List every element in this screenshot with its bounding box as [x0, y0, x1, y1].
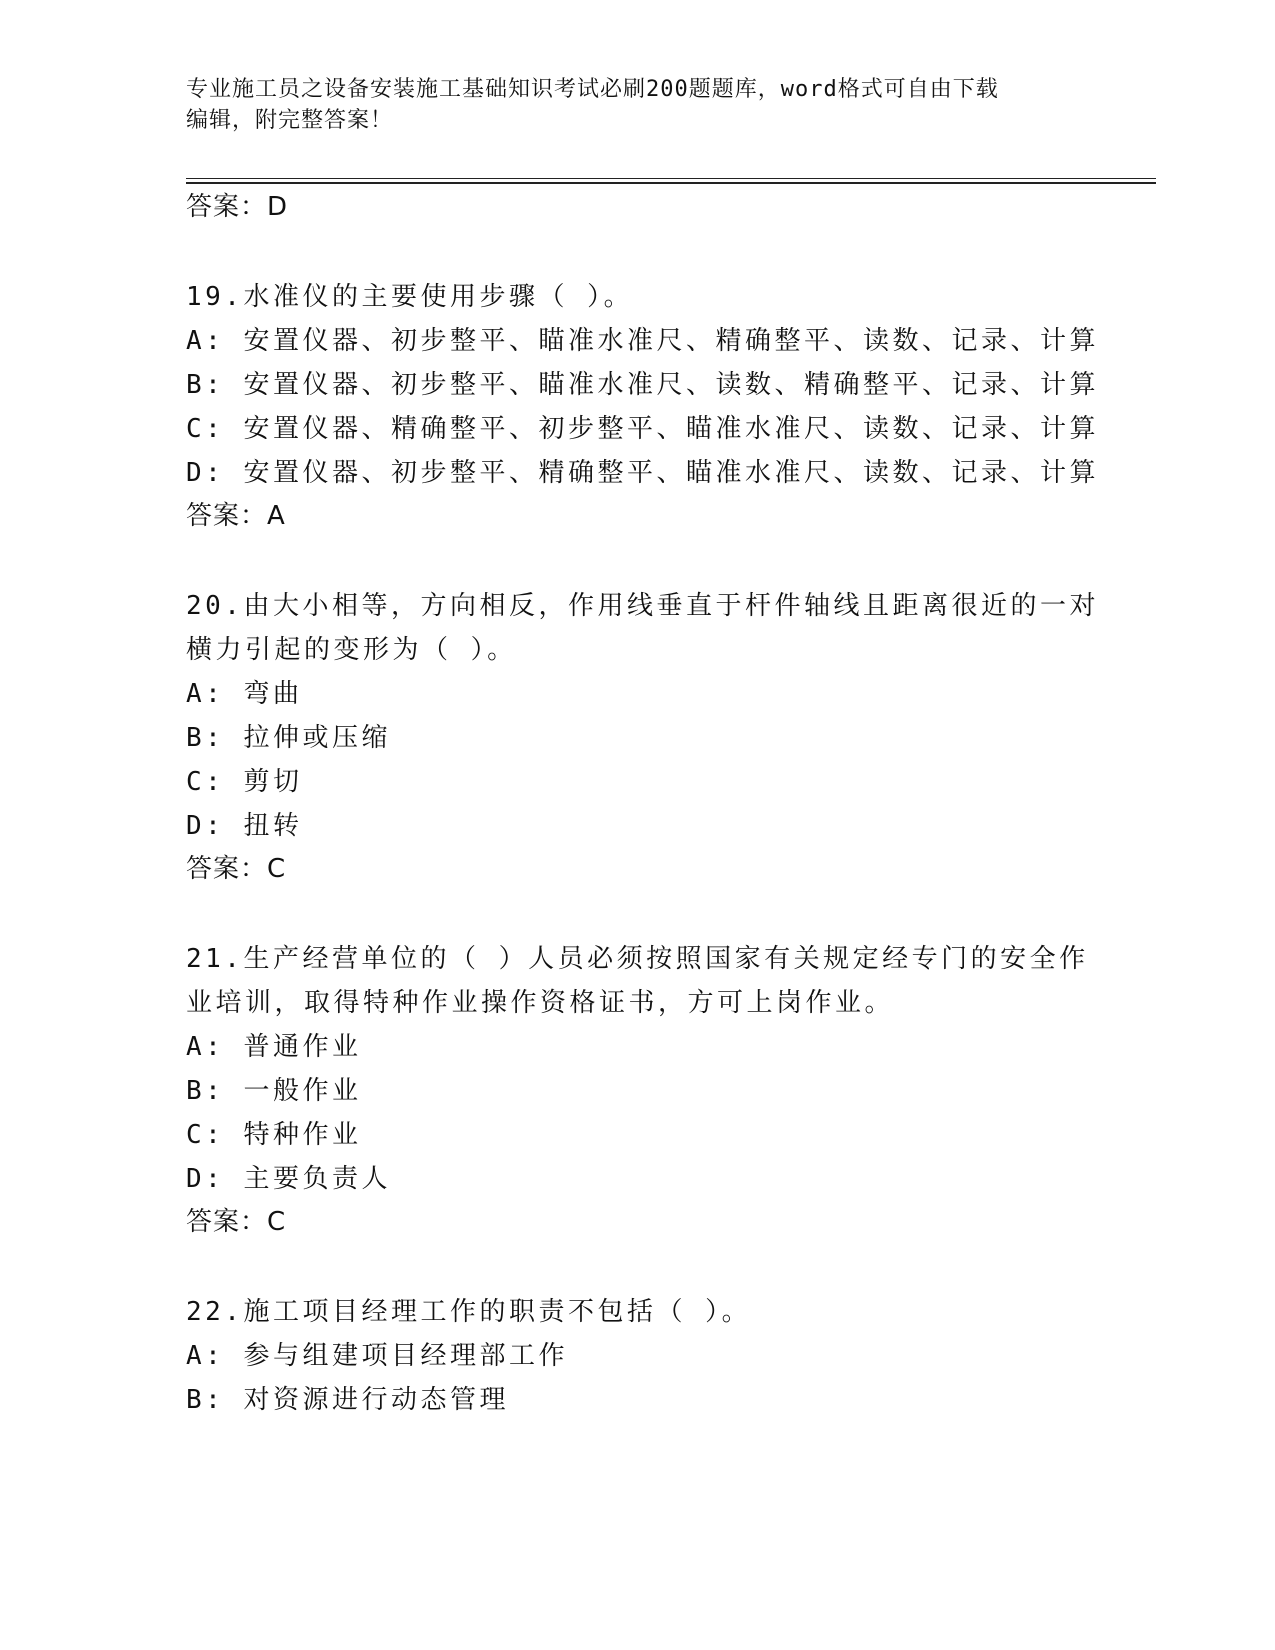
- header-divider-thin: [186, 178, 1156, 179]
- question-20-option-d: D: 扭转: [186, 811, 303, 841]
- question-20-stem-line-2: 横力引起的变形为（ ）。: [186, 635, 517, 665]
- question-20-answer: 答案：C: [186, 854, 287, 884]
- question-21-stem-line-2: 业培训，取得特种作业操作资格证书，方可上岗作业。: [186, 988, 895, 1018]
- header-divider-thick: [186, 182, 1156, 184]
- question-20-option-a: A: 弯曲: [186, 679, 303, 709]
- question-22-stem: 22.施工项目经理工作的职责不包括（ ）。: [186, 1297, 752, 1327]
- answer-previous: 答案：D: [186, 192, 289, 222]
- question-19-stem: 19.水准仪的主要使用步骤（ ）。: [186, 282, 634, 312]
- question-21-option-d: D: 主要负责人: [186, 1164, 391, 1194]
- question-21-option-a: A: 普通作业: [186, 1032, 362, 1062]
- header-title-line-1: 专业施工员之设备安装施工基础知识考试必刷200题题库，word格式可自由下载: [186, 77, 999, 102]
- question-22-option-b: B: 对资源进行动态管理: [186, 1385, 509, 1415]
- question-21-option-c: C: 特种作业: [186, 1120, 362, 1150]
- question-19-option-d: D: 安置仪器、初步整平、精确整平、瞄准水准尺、读数、记录、计算: [186, 458, 1099, 488]
- question-22-option-a: A: 参与组建项目经理部工作: [186, 1341, 568, 1371]
- question-20-option-b: B: 拉伸或压缩: [186, 723, 391, 753]
- question-19-option-a: A: 安置仪器、初步整平、瞄准水准尺、精确整平、读数、记录、计算: [186, 326, 1099, 356]
- document-header: [186, 74, 1086, 136]
- question-19-answer: 答案：A: [186, 501, 286, 531]
- question-21-option-b: B: 一般作业: [186, 1076, 362, 1106]
- question-20-option-c: C: 剪切: [186, 767, 303, 797]
- question-20-stem-line-1: 20.由大小相等，方向相反，作用线垂直于杆件轴线且距离很近的一对: [186, 591, 1099, 621]
- question-21-answer: 答案：C: [186, 1207, 287, 1237]
- question-19-option-b: B: 安置仪器、初步整平、瞄准水准尺、读数、精确整平、记录、计算: [186, 370, 1099, 400]
- header-title-line-2: 编辑，附完整答案！: [186, 108, 394, 133]
- question-21-stem-line-1: 21.生产经营单位的（ ）人员必须按照国家有关规定经专门的安全作: [186, 944, 1089, 974]
- question-19-option-c: C: 安置仪器、精确整平、初步整平、瞄准水准尺、读数、记录、计算: [186, 414, 1099, 444]
